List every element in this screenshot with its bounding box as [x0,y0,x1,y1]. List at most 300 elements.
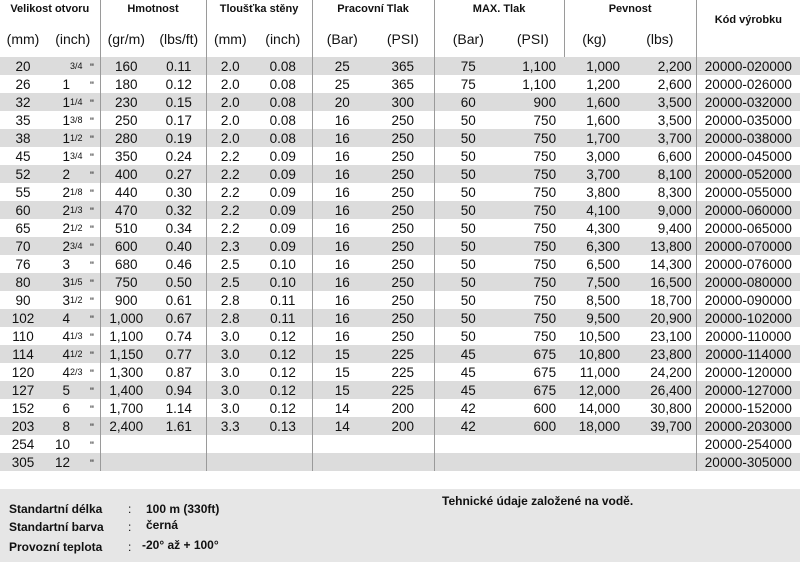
product-code-cell: 20000-045000 [696,147,800,165]
bore-inch-cell [46,363,100,381]
weight-g-cell: 1,150 [100,345,152,363]
inch-whole: 1 [62,130,70,146]
bore-inch-cell [46,381,100,399]
working-bar-cell: 16 [312,165,372,183]
working-bar-cell: 14 [312,399,372,417]
max-psi-cell: 750 [502,129,564,147]
inch-mark: " [90,259,94,272]
strength-kg-cell: 1,700 [564,129,624,147]
weight-g-cell [100,435,152,453]
working-psi-cell: 250 [372,147,434,165]
bore-inch-cell [46,399,100,417]
working-bar-cell [312,453,372,471]
footer-panel [0,489,800,562]
max-psi-cell: 600 [502,417,564,435]
weight-lbs-cell: 0.50 [152,273,206,291]
product-code-cell: 20000-070000 [696,237,800,255]
length-label: Standartní délka [9,502,103,516]
max-bar-cell: 50 [434,327,502,345]
weight-lbs-cell: 0.19 [152,129,206,147]
wall-mm-cell: 2.2 [206,183,254,201]
inch-whole: 5 [62,382,70,398]
bore-mm-cell: 203 [0,417,46,435]
bore-inch-cell [46,453,100,471]
wall-mm-cell: 2.0 [206,111,254,129]
bore-mm-cell: 38 [0,129,46,147]
weight-g-cell: 180 [100,75,152,93]
strength-kg-cell: 18,000 [564,417,624,435]
table-row [0,147,800,165]
working-bar-cell: 25 [312,57,372,75]
wall-inch-cell: 0.11 [254,309,312,327]
weight-g-cell: 440 [100,183,152,201]
unit-strength-lbs: (lbs) [646,30,674,47]
weight-g-cell: 510 [100,219,152,237]
product-code-cell: 20000-127000 [696,381,800,399]
working-bar-cell: 25 [312,75,372,93]
bore-inch-cell [46,129,100,147]
product-code-cell: 20000-120000 [696,363,800,381]
inch-mark: " [90,223,94,236]
bore-inch-cell [46,93,100,111]
bore-inch-cell [46,147,100,165]
max-bar-cell: 50 [434,183,502,201]
bore-mm-cell: 152 [0,399,46,417]
bore-mm-cell: 65 [0,219,46,237]
inch-fraction: 3/4 [70,150,83,161]
product-code-cell: 20000-038000 [696,129,800,147]
strength-lbs-cell: 30,800 [624,399,696,417]
max-psi-cell: 1,100 [502,57,564,75]
working-bar-cell: 15 [312,363,372,381]
working-bar-cell: 16 [312,183,372,201]
weight-lbs-cell: 0.40 [152,237,206,255]
strength-lbs-cell: 23,800 [624,345,696,363]
wall-inch-cell: 0.09 [254,219,312,237]
bore-mm-cell: 60 [0,201,46,219]
inch-mark: " [90,385,94,398]
table-row [0,435,800,453]
working-psi-cell: 365 [372,57,434,75]
working-psi-cell: 250 [372,255,434,273]
weight-g-cell: 900 [100,291,152,309]
bore-inch-cell [46,255,100,273]
inch-fraction: 1/3 [70,330,83,341]
inch-mark: " [90,439,94,452]
wall-inch-cell [254,435,312,453]
bore-mm-cell: 254 [0,435,46,453]
strength-kg-cell: 3,800 [564,183,624,201]
inch-mark: " [90,79,94,92]
working-bar-cell: 16 [312,255,372,273]
wall-inch-cell: 0.09 [254,183,312,201]
weight-lbs-cell: 0.24 [152,147,206,165]
strength-kg-cell: 6,500 [564,255,624,273]
table-row [0,309,800,327]
strength-kg-cell: 4,300 [564,219,624,237]
inch-fraction: 1/3 [70,204,83,215]
strength-kg-cell: 7,500 [564,273,624,291]
bore-inch-cell [46,111,100,129]
bore-mm-cell: 76 [0,255,46,273]
inch-mark: " [90,457,94,470]
weight-g-cell: 680 [100,255,152,273]
max-psi-cell: 750 [502,255,564,273]
inch-mark: " [90,421,94,434]
inch-whole: 2 [62,166,70,182]
strength-lbs-cell: 18,700 [624,291,696,309]
unit-weight-lbs: (lbs/ft) [159,30,199,47]
max-bar-cell: 75 [434,57,502,75]
max-psi-cell: 750 [502,111,564,129]
working-bar-cell: 16 [312,327,372,345]
max-psi-cell: 750 [502,273,564,291]
product-code-cell: 20000-026000 [696,75,800,93]
bore-inch-cell [46,201,100,219]
inch-whole: 2 [62,220,70,236]
working-bar-cell: 16 [312,237,372,255]
weight-g-cell: 350 [100,147,152,165]
strength-kg-cell: 9,500 [564,309,624,327]
max-psi-cell: 675 [502,345,564,363]
header-max-pressure: MAX. Tlak [434,0,564,25]
working-bar-cell [312,435,372,453]
max-psi-cell: 750 [502,309,564,327]
working-psi-cell: 250 [372,273,434,291]
wall-mm-cell: 2.5 [206,255,254,273]
weight-g-cell: 1,700 [100,399,152,417]
wall-mm-cell: 3.0 [206,345,254,363]
weight-lbs-cell: 0.27 [152,165,206,183]
length-colon: : [128,502,132,516]
inch-whole: 4 [62,364,70,380]
bore-mm-cell: 35 [0,111,46,129]
inch-fraction: 1/8 [70,186,83,197]
table-row [0,165,800,183]
inch-mark: " [90,187,94,200]
bore-mm-cell: 120 [0,363,46,381]
wall-mm-cell: 2.8 [206,309,254,327]
length-value: 100 m (330ft) [146,502,220,516]
weight-g-cell: 280 [100,129,152,147]
strength-kg-cell: 14,000 [564,399,624,417]
working-bar-cell: 16 [312,219,372,237]
inch-fraction: 2/3 [70,366,83,377]
wall-mm-cell: 2.3 [206,237,254,255]
weight-g-cell [100,453,152,471]
product-code-cell: 20000-035000 [696,111,800,129]
strength-kg-cell: 3,700 [564,165,624,183]
bore-inch-cell [46,165,100,183]
strength-kg-cell: 11,000 [564,363,624,381]
product-code-cell: 20000-254000 [696,435,800,453]
temperature-value: -20° až + 100° [142,538,219,552]
strength-lbs-cell: 2,600 [624,75,696,93]
bore-inch-cell [46,435,100,453]
wall-mm-cell: 3.0 [206,327,254,345]
inch-fraction: 1/5 [70,276,83,287]
max-bar-cell: 50 [434,291,502,309]
weight-lbs-cell: 0.34 [152,219,206,237]
weight-lbs-cell: 0.32 [152,201,206,219]
inch-whole: 3 [62,292,70,308]
weight-lbs-cell: 0.15 [152,93,206,111]
product-code-cell: 20000-114000 [696,345,800,363]
working-bar-cell: 16 [312,309,372,327]
wall-mm-cell: 2.2 [206,147,254,165]
inch-whole: 10 [54,436,70,452]
bore-mm-cell: 305 [0,453,46,471]
product-code-cell: 20000-055000 [696,183,800,201]
weight-g-cell: 600 [100,237,152,255]
working-bar-cell: 20 [312,93,372,111]
max-psi-cell: 750 [502,147,564,165]
header-wall: Tloušťka stěny [206,0,312,25]
wall-inch-cell: 0.09 [254,165,312,183]
strength-lbs-cell: 3,500 [624,111,696,129]
product-code-cell: 20000-110000 [696,327,800,345]
inch-mark: " [90,97,94,110]
working-psi-cell: 225 [372,381,434,399]
inch-mark: " [90,313,94,326]
inch-whole: 8 [62,418,70,434]
inch-whole: 4 [62,310,70,326]
inch-whole: 1 [62,148,70,164]
inch-whole: 3 [62,274,70,290]
inch-whole: 1 [62,112,70,128]
strength-lbs-cell [624,453,696,471]
bore-mm-cell: 102 [0,309,46,327]
inch-mark: " [90,241,94,254]
weight-g-cell: 750 [100,273,152,291]
working-psi-cell: 250 [372,165,434,183]
weight-lbs-cell: 0.74 [152,327,206,345]
max-psi-cell: 750 [502,291,564,309]
unit-working-bar: (Bar) [312,25,372,52]
inch-mark: " [90,403,94,416]
inch-mark: " [90,367,94,380]
working-bar-cell: 16 [312,111,372,129]
weight-g-cell: 2,400 [100,417,152,435]
inch-fraction: 3/4 [70,60,83,71]
max-bar-cell: 45 [434,345,502,363]
max-psi-cell: 1,100 [502,75,564,93]
unit-bore-inch: (inch) [55,30,91,47]
strength-lbs-cell: 16,500 [624,273,696,291]
table-row [0,363,800,381]
inch-mark: " [90,169,94,182]
working-psi-cell: 225 [372,345,434,363]
bore-inch-cell [46,291,100,309]
working-bar-cell: 14 [312,417,372,435]
working-bar-cell: 15 [312,381,372,399]
working-psi-cell: 250 [372,327,434,345]
inch-fraction: 1/2 [70,294,83,305]
strength-lbs-cell: 2,200 [624,57,696,75]
working-psi-cell: 365 [372,75,434,93]
max-psi-cell: 750 [502,327,564,345]
table-row [0,255,800,273]
max-bar-cell: 50 [434,129,502,147]
product-code-cell: 20000-065000 [696,219,800,237]
inch-whole: 4 [62,328,70,344]
bore-mm-cell: 32 [0,93,46,111]
table-row [0,129,800,147]
unit-max-psi: (PSI) [516,30,549,47]
strength-lbs-cell: 3,700 [624,129,696,147]
temperature-label: Provozní teplota [9,540,103,554]
table-row [0,237,800,255]
working-psi-cell: 200 [372,399,434,417]
table-row [0,111,800,129]
table-row [0,453,800,471]
bore-mm-cell: 90 [0,291,46,309]
inch-whole: 3 [62,256,70,272]
strength-lbs-cell: 3,500 [624,93,696,111]
max-bar-cell: 50 [434,201,502,219]
wall-mm-cell: 3.0 [206,399,254,417]
wall-inch-cell: 0.09 [254,147,312,165]
weight-lbs-cell: 0.94 [152,381,206,399]
bore-mm-cell: 52 [0,165,46,183]
bore-inch-cell [46,345,100,363]
table-row [0,201,800,219]
color-value: černá [146,518,179,532]
product-code-cell: 20000-020000 [696,57,800,75]
weight-lbs-cell [152,453,206,471]
max-psi-cell [502,453,564,471]
inch-whole: 4 [62,346,70,362]
working-bar-cell: 16 [312,201,372,219]
working-psi-cell: 250 [372,201,434,219]
wall-inch-cell: 0.09 [254,201,312,219]
table-row [0,183,800,201]
product-code-cell: 20000-305000 [696,453,800,471]
inch-mark: " [90,115,94,128]
product-code-cell: 20000-032000 [696,93,800,111]
inch-mark: " [90,349,94,362]
inch-whole: 2 [62,184,70,200]
max-psi-cell: 600 [502,399,564,417]
table-row [0,327,800,345]
bore-inch-cell [46,273,100,291]
bore-inch-cell [46,183,100,201]
color-colon: : [128,520,132,534]
max-bar-cell [434,453,502,471]
bore-mm-cell: 55 [0,183,46,201]
wall-inch-cell: 0.08 [254,93,312,111]
bore-mm-cell: 26 [0,75,46,93]
product-code-cell: 20000-102000 [696,309,800,327]
inch-fraction: 3/4 [70,240,83,251]
weight-g-cell: 1,300 [100,363,152,381]
unit-wall-mm: (mm) [206,25,254,52]
table-row [0,345,800,363]
working-psi-cell: 250 [372,219,434,237]
max-bar-cell: 42 [434,399,502,417]
table-row [0,417,800,435]
strength-kg-cell: 4,100 [564,201,624,219]
inch-whole: 1 [62,76,70,92]
max-bar-cell: 60 [434,93,502,111]
unit-bore-mm: (mm) [6,30,40,47]
working-psi-cell: 225 [372,363,434,381]
inch-fraction: 1/2 [70,222,83,233]
working-bar-cell: 15 [312,345,372,363]
bore-mm-cell: 45 [0,147,46,165]
strength-lbs-cell: 9,000 [624,201,696,219]
inch-fraction: 3/8 [70,114,83,125]
inch-fraction: 1/4 [70,96,83,107]
max-psi-cell: 675 [502,381,564,399]
wall-mm-cell [206,453,254,471]
weight-g-cell: 400 [100,165,152,183]
wall-mm-cell: 3.0 [206,363,254,381]
strength-lbs-cell: 8,300 [624,183,696,201]
strength-lbs-cell: 14,300 [624,255,696,273]
strength-kg-cell: 12,000 [564,381,624,399]
weight-lbs-cell: 0.12 [152,75,206,93]
color-label: Standartní barva [9,520,104,534]
bore-inch-cell [46,327,100,345]
weight-g-cell: 1,000 [100,309,152,327]
working-psi-cell: 250 [372,291,434,309]
weight-g-cell: 160 [100,57,152,75]
product-code-cell: 20000-060000 [696,201,800,219]
wall-inch-cell: 0.08 [254,57,312,75]
max-bar-cell [434,435,502,453]
bore-mm-cell: 110 [0,327,46,345]
wall-inch-cell: 0.10 [254,273,312,291]
strength-lbs-cell: 8,100 [624,165,696,183]
header-product-code: Kód výrobku [696,0,800,52]
weight-lbs-cell: 0.30 [152,183,206,201]
weight-lbs-cell: 0.46 [152,255,206,273]
wall-mm-cell: 2.0 [206,57,254,75]
wall-mm-cell: 2.2 [206,219,254,237]
strength-kg-cell: 6,300 [564,237,624,255]
strength-lbs-cell: 9,400 [624,219,696,237]
max-psi-cell: 750 [502,183,564,201]
wall-inch-cell: 0.08 [254,111,312,129]
max-psi-cell [502,435,564,453]
wall-inch-cell: 0.12 [254,327,312,345]
weight-g-cell: 470 [100,201,152,219]
working-bar-cell: 16 [312,147,372,165]
bore-mm-cell: 70 [0,237,46,255]
strength-kg-cell: 1,000 [564,57,624,75]
bore-inch-cell [46,417,100,435]
wall-inch-cell: 0.10 [254,255,312,273]
table-row [0,219,800,237]
working-psi-cell: 250 [372,237,434,255]
water-note: Tehnické údaje založené na vodě. [442,494,634,508]
strength-kg-cell: 1,600 [564,111,624,129]
header-weight: Hmotnost [100,0,206,25]
wall-inch-cell [254,453,312,471]
working-psi-cell: 300 [372,93,434,111]
wall-mm-cell: 2.2 [206,201,254,219]
max-bar-cell: 50 [434,165,502,183]
table-row [0,291,800,309]
max-psi-cell: 750 [502,219,564,237]
working-psi-cell: 250 [372,183,434,201]
wall-inch-cell: 0.11 [254,291,312,309]
inch-mark: " [90,331,94,344]
bore-mm-cell: 20 [0,57,46,75]
strength-kg-cell: 10,800 [564,345,624,363]
max-bar-cell: 50 [434,273,502,291]
